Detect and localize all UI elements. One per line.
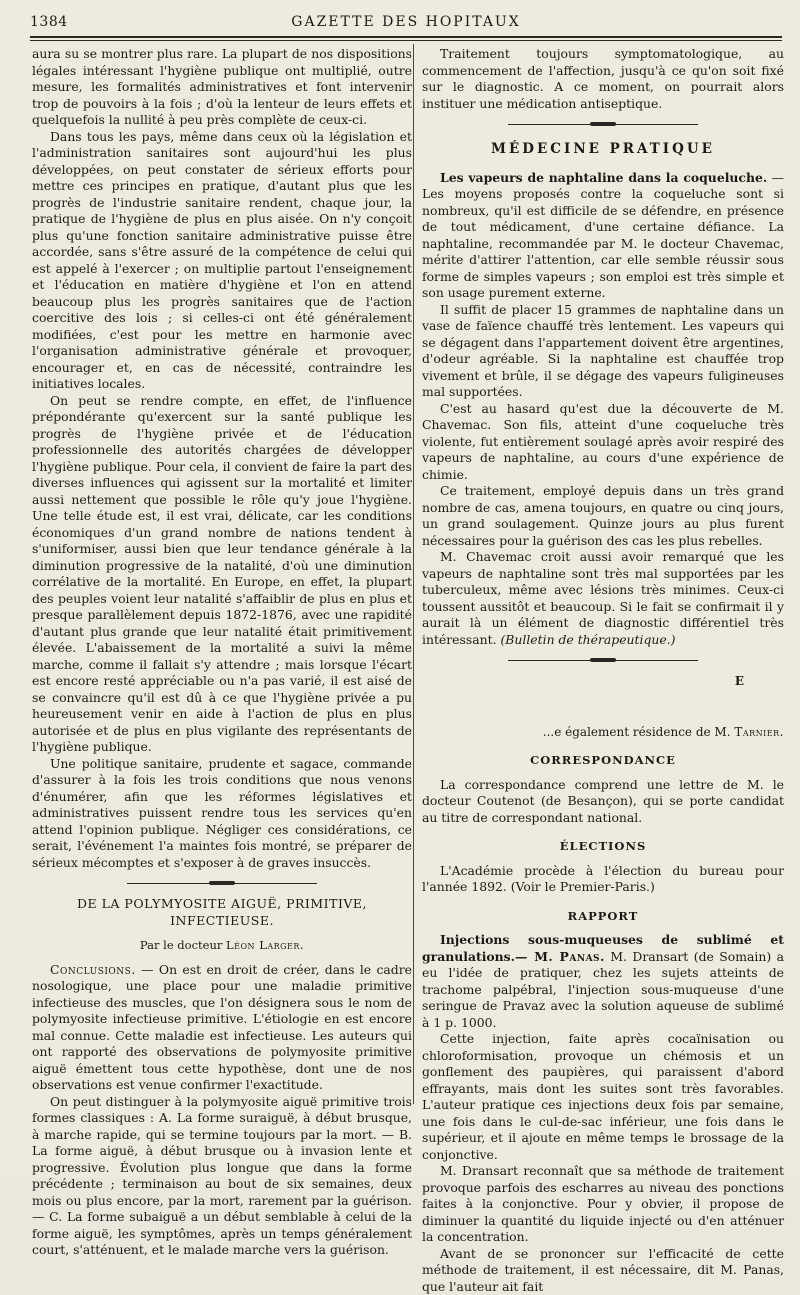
paragraph: Ce traitement, employé depuis dans un très grand nombre de cas, amena toujours, en quatre ou cinq jours, un grand soulagement. Quinze jours au plus furent nécessaires pour la guérison des cas les plus rebelles. — [422, 483, 784, 549]
paragraph-text: — Les moyens proposés contre la coqueluche sont si nombreux, qu'il est difficile de se défendre, en présence de tout médicament, d'une certaine défiance. La naphtaline, recommandée par M. le docteur Chavemac, mérite d'attirer l'attention, car elle semble réussir sous forme de simples vapeurs ; son emploi est très simple et son usage purement externe. — [422, 170, 784, 301]
section-title: MÉDECINE PRATIQUE — [422, 141, 784, 158]
article-heading: Les vapeurs de naphtaline dans la coqueluche. — [440, 170, 767, 185]
article-heading: Injections sous-muqueuses de sublimé et granulations. — [422, 932, 784, 964]
paragraph: L'Académie procède à l'élection du bureau pour l'année 1892. (Voir le Premier-Paris.) — [422, 863, 784, 896]
paragraph — [422, 549, 784, 648]
paragraph: aura su se montrer plus rare. La plupart de nos dispositions légales intéressant l'hygiène publique ont multiplié, outre mesure, les formalités administratives et font intervenir trop de pouvoirs à la fois ; d'où la lenteur de leurs effets et quelquefois la nullité à peu près complète de ceux-ci. — [32, 46, 412, 129]
presidence-name: Tarnier. — [734, 725, 784, 739]
paragraph-text: — On est en droit de créer, dans le cadre nosologique, une place pour une maladie primitive infectieuse des muscles, que l'on désignera sous le nom de polymyosite infectieuse primitive. L'étiologie en est encore mal connue. Cette maladie est infectieuse. Les auteurs qui ont rapporté des observations de polymyosite primitive aiguë émettent tous cette hypothèse, dont une de nos observations est venue confirmer l'exactitude. — [32, 962, 412, 1093]
byline-prefix: Par le docteur — [140, 938, 226, 952]
byline-author: Léon Larger. — [226, 938, 304, 952]
column-divider — [413, 44, 414, 1104]
page-header — [30, 12, 782, 34]
section-separator — [127, 883, 317, 884]
right-column — [422, 46, 784, 1295]
section-separator — [508, 124, 698, 125]
article-author: — M. Panas. — [515, 949, 605, 964]
paragraph: Avant de se prononcer sur l'efficacité de cette méthode de traitement, il est nécessaire, dit M. Panas, que l'auteur ait fait — [422, 1246, 784, 1295]
correspondance-title: CORRESPONDANCE — [422, 752, 784, 769]
paragraph: Dans tous les pays, même dans ceux où la législation et l'administration sanitaires sont aujourd'hui les plus développées, on peut constater de sérieux efforts pour mettre ces principes en pratique, d'autant plus que les progrès de l'industrie sanitaire rendent, chaque jour, la pratique de l'hygiène de plus en plus aisée. On n'y conçoit plus qu'une fonction sanitaire administrative puisse être accordée, sans s'être assuré de la compétence de celui qui est appelé à l'exercer ; on multiplie partout l'enseignement et l'éducation en matière d'hygiène et l'on en attend beaucoup plus les progrès sanitaires que de l'action coercitive des lois ; si celles-ci ont été généralement modifiées, c'est pour les mettre en harmonie avec l'organisation administrative générale et provoquer, encourager et, en cas de nécessité, contraindre les initiatives locales. — [32, 129, 412, 393]
paragraph: M. Dransart reconnaît que sa méthode de traitement provoque parfois des escharres au niveau des ponctions faites à la conjonctive. Pour y obvier, il propose de diminuer la quantité du liquide injecté ou d'en atténuer la concentration. — [422, 1163, 784, 1246]
paragraph: Il suffit de placer 15 grammes de naphtaline dans un vase de faïence chauffé très lentement. Les vapeurs qui se dégagent dans l'appartement doivent être argentines, d'odeur agréable. Si la naphtaline est chauffée trop vivement et brûle, il se dégage des vapeurs fuligineuses mal supportées. — [422, 302, 784, 401]
paragraph — [32, 962, 412, 1094]
running-title: GAZETTE DES HOPITAUX — [30, 14, 782, 30]
paragraph: Cette injection, faite après cocaïnisation ou chloroformisation, provoque un chémosis et un gonflement des paupières, qui paraissent d'abord effrayants, mais dont les suites sont très favorables. L'auteur pratique ces injections deux fois par semaine, une fois dans le cul-de-sac inférieur, une fois dans le supérieur, et il ajoute en même temps le brossage de la conjonctive. — [422, 1031, 784, 1163]
paragraph — [422, 170, 784, 302]
article-title: DE LA POLYMYOSITE AIGUË, PRIMITIVE, INFECTIEUSE. — [32, 896, 412, 929]
blank-area — [422, 694, 784, 718]
rapport-title: RAPPORT — [422, 908, 784, 925]
presidence-prefix: ...e également résidence de M. — [543, 725, 735, 739]
article-byline — [32, 937, 412, 954]
presidence-notice — [422, 724, 784, 741]
paragraph-text: M. Dransart (de Somain) a eu l'idée de pratiquer, chez les sujets atteints de trachome palpébral, l'injection sous-muqueuse d'une seringue de Pravaz avec la solution aqueuse de sublimé à 1 p. 1000. — [422, 949, 784, 1030]
paragraph — [422, 932, 784, 1031]
paragraph: C'est au hasard qu'est due la découverte de M. Chavemac. Son fils, atteint d'une coqueluche très violente, fut entièrement soulagé après avoir respiré des vapeurs de naphtaline, au cours d'une expérience de chimie. — [422, 401, 784, 484]
left-column — [32, 46, 412, 1259]
fragment-letter: E — [422, 673, 744, 690]
paragraph: La correspondance comprend une lettre de M. le docteur Coutenot (de Besançon), qui se porte candidat au titre de correspondant national. — [422, 777, 784, 827]
conclusions-label: Conclusions. — [50, 962, 136, 977]
page-number: 1384 — [30, 14, 68, 30]
paragraph: On peut distinguer à la polymyosite aiguë primitive trois formes classiques : A. La forme suraiguë, à début brusque, à marche rapide, qui se termine toujours par la mort. — B. La forme aiguë, à début brusque ou à invasion lente et progressive. Évolution plus longue que dans la forme précédente ; terminaison au bout de six semaines, deux mois ou plus encore, par la mort, rarement par la guérison. — C. La forme subaiguë a un début semblable à celui de la forme aiguë, les symptômes, après un temps généralement court, s'atténuent, et le malade marche vers la guérison. — [32, 1094, 412, 1259]
header-rule — [30, 36, 782, 41]
source-citation: (Bulletin de thérapeutique.) — [500, 632, 675, 647]
paragraph: Traitement toujours symptomatologique, au commencement de l'affection, jusqu'à ce qu'on soit fixé sur le diagnostic. A ce moment, on pourrait alors instituer une médication antiseptique. — [422, 46, 784, 112]
elections-title: ÉLECTIONS — [422, 838, 784, 855]
paragraph: On peut se rendre compte, en effet, de l'influence prépondérante qu'exercent sur la santé publique les progrès de l'hygiène privée et de l'éducation professionnelle des autorités chargées de développer l'hygiène publique. Pour cela, il convient de faire la part des diverses influences qui agissent sur la mortalité et limiter aussi nettement que possible le rôle qu'y joue l'hygiène. Une telle étude est, il est vrai, délicate, car les conditions économiques d'un grand nombre de nations tendent à s'uniformiser, aussi bien que leur tendance générale à la diminution progressive de la natalité, d'où une diminution corrélative de la mortalité. En Europe, en effet, la plupart des peuples voient leur natalité s'affaiblir de plus en plus et presque parallèlement depuis 1872-1876, avec une rapidité d'autant plus grande que leur natalité était primitivement élevée. L'abaissement de la mortalité a suivi la même marche, comme il fallait s'y attendre ; mais lorsque l'écart est encore resté appréciable ou n'a pas varié, il est aisé de se convaincre qu'il est dû à ce que l'hygiène privée a pu heureusement venir en aide à l'action de plus en plus autorisée et de plus en plus vigilante des représentants de l'hygiène publique. — [32, 393, 412, 756]
paragraph-text: M. Chavemac croit aussi avoir remarqué que les vapeurs de naphtaline sont très mal supportées par les tuberculeux, même avec lésions très minimes. Ceux-ci toussent aussitôt et beaucoup. Si le fait se confirmait il y aurait là un élément de diagnostic différentiel très intéressant. — [422, 549, 784, 647]
paragraph: Une politique sanitaire, prudente et sagace, commande d'assurer à la fois les trois conditions que nous venons d'énumérer, afin que les réformes législatives et administratives puissent rendre tous les services qu'en attend l'opinion publique. Négliger ces considérations, ce serait, l'événement l'a maintes fois montré, se préparer de sérieux mécomptes et s'exposer à de graves insuccès. — [32, 756, 412, 872]
section-separator — [508, 660, 698, 661]
